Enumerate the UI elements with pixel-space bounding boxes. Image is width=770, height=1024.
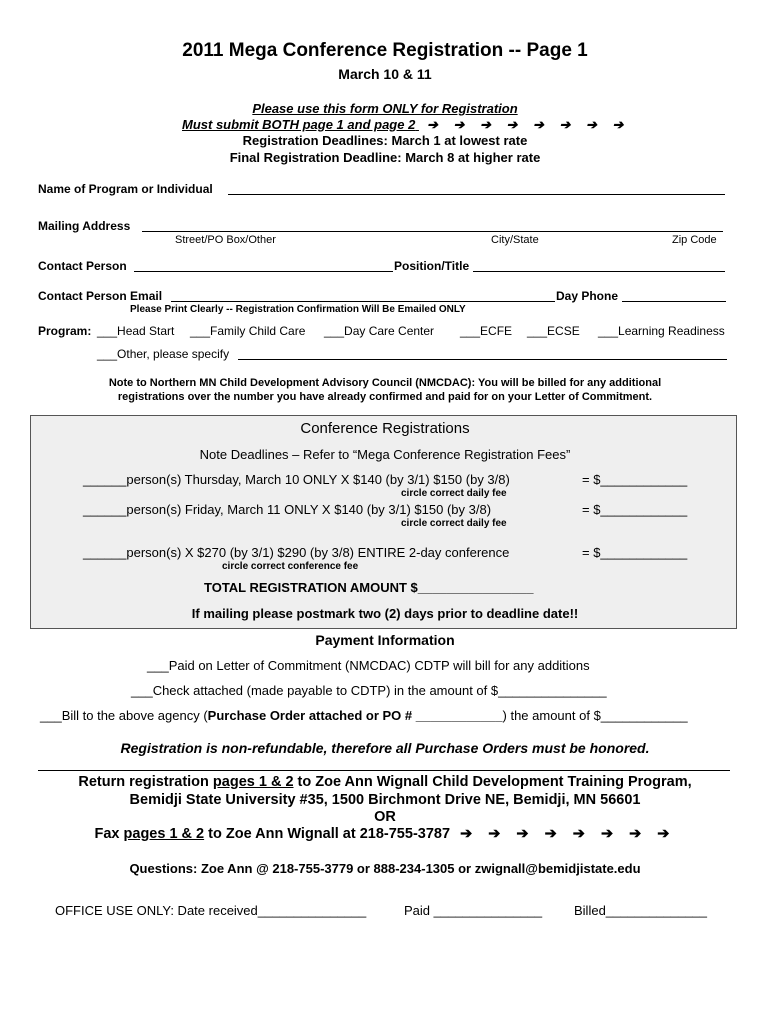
return-text: Return registration bbox=[78, 774, 213, 790]
two-day-amount[interactable]: = $____________ bbox=[582, 545, 688, 560]
office-use-paid: Paid _______________ bbox=[404, 903, 543, 918]
section-divider bbox=[38, 770, 730, 771]
payment-option-letter-of-commitment[interactable]: ___Paid on Letter of Commitment (NMCDAC) CDTP will bill for any additions bbox=[147, 658, 590, 673]
conference-heading: Conference Registrations bbox=[300, 420, 470, 437]
conference-note: Note Deadlines – Refer to “Mega Conference Registration Fees” bbox=[199, 447, 571, 462]
return-or: OR bbox=[374, 809, 396, 825]
purchase-order-text: Purchase Order attached or PO # ____________ bbox=[207, 708, 503, 723]
day-phone-field[interactable] bbox=[622, 301, 726, 302]
return-pages: pages 1 & 2 bbox=[212, 774, 294, 790]
program-option-head-start[interactable]: ___Head Start bbox=[97, 324, 175, 338]
friday-fee-note: circle correct daily fee bbox=[401, 518, 507, 529]
two-day-fee-note: circle correct conference fee bbox=[222, 561, 359, 572]
payment-option-bill-agency[interactable] bbox=[40, 708, 688, 723]
bill-agency-text: ___Bill to the above agency ( bbox=[40, 708, 208, 723]
email-label: Contact Person Email bbox=[38, 289, 163, 303]
fax-text: Fax bbox=[94, 826, 124, 842]
thursday-amount[interactable]: = $____________ bbox=[582, 472, 688, 487]
thursday-row[interactable]: ______person(s) Thursday, March 10 ONLY X $140 (by 3/1) $150 (by 3/8) bbox=[83, 472, 510, 487]
program-option-ecfe[interactable]: ___ECFE bbox=[460, 324, 513, 338]
program-name-field[interactable] bbox=[228, 194, 725, 195]
form-use-note: Please use this form ONLY for Registration bbox=[252, 101, 518, 116]
mailing-address-field[interactable] bbox=[142, 231, 723, 232]
position-title-label: Position/Title bbox=[394, 259, 470, 273]
final-deadline: Final Registration Deadline: March 8 at higher rate bbox=[229, 150, 541, 165]
office-use-billed: Billed______________ bbox=[574, 903, 708, 918]
bill-amount-text: ) the amount of $____________ bbox=[502, 708, 688, 723]
payment-heading: Payment Information bbox=[315, 632, 455, 648]
street-sublabel: Street/PO Box/Other bbox=[175, 234, 276, 246]
questions-contact: Questions: Zoe Ann @ 218-755-3779 or 888-234-1305 or zwignall@bemidjistate.edu bbox=[129, 861, 641, 876]
contact-person-field[interactable] bbox=[134, 271, 393, 272]
fax-pages: pages 1 & 2 bbox=[123, 826, 205, 842]
total-registration-amount[interactable]: TOTAL REGISTRATION AMOUNT $________________ bbox=[204, 580, 534, 595]
registration-deadlines: Registration Deadlines: March 1 at lowest rate bbox=[242, 133, 528, 148]
fax-line bbox=[0, 826, 770, 842]
program-label: Program: bbox=[38, 324, 92, 338]
program-name-label: Name of Program or Individual bbox=[38, 182, 213, 196]
submit-both-text: Must submit BOTH page 1 and page 2 bbox=[182, 117, 416, 132]
office-use-date-received: OFFICE USE ONLY: Date received_______________ bbox=[55, 903, 367, 918]
friday-row[interactable]: ______person(s) Friday, March 11 ONLY X $140 (by 3/1) $150 (by 3/8) bbox=[83, 502, 492, 517]
refund-policy-note: Registration is non-refundable, therefore all Purchase Orders must be honored. bbox=[120, 740, 650, 756]
arrow-right-icon: ➔ ➔ ➔ ➔ ➔ ➔ ➔ ➔ bbox=[426, 117, 630, 132]
mailing-postmark-note: If mailing please postmark two (2) days prior to deadline date!! bbox=[191, 606, 579, 621]
program-option-day-care-center[interactable]: ___Day Care Center bbox=[324, 324, 435, 338]
email-field[interactable] bbox=[171, 301, 555, 302]
day-phone-label: Day Phone bbox=[556, 289, 619, 303]
nmcdac-note-line2: registrations over the number you have already confirmed and paid for on your Letter of Commitment. bbox=[117, 391, 653, 403]
program-option-learning-readiness[interactable]: ___Learning Readiness bbox=[598, 324, 725, 338]
arrow-right-icon: ➔ ➔ ➔ ➔ ➔ ➔ ➔ ➔ bbox=[460, 826, 676, 842]
program-option-family-child-care[interactable]: ___Family Child Care bbox=[190, 324, 306, 338]
zip-sublabel: Zip Code bbox=[672, 234, 717, 246]
other-program-field[interactable] bbox=[238, 359, 727, 360]
city-sublabel: City/State bbox=[491, 234, 539, 246]
position-title-field[interactable] bbox=[473, 271, 725, 272]
return-address: Bemidji State University #35, 1500 Birchmont Drive NE, Bemidji, MN 56601 bbox=[129, 792, 641, 808]
fax-number: to Zoe Ann Wignall at 218-755-3787 bbox=[204, 826, 451, 842]
submit-both-note bbox=[182, 117, 629, 133]
return-recipient: to Zoe Ann Wignall Child Development Training Program, bbox=[293, 774, 692, 790]
program-option-ecse[interactable]: ___ECSE bbox=[527, 324, 580, 338]
payment-option-check[interactable]: ___Check attached (made payable to CDTP) in the amount of $_______________ bbox=[131, 683, 607, 698]
friday-amount[interactable]: = $____________ bbox=[582, 502, 688, 517]
program-option-other[interactable]: ___Other, please specify bbox=[97, 347, 230, 361]
thursday-fee-note: circle correct daily fee bbox=[401, 488, 507, 499]
email-note: Please Print Clearly -- Registration Confirmation Will Be Emailed ONLY bbox=[130, 304, 466, 315]
nmcdac-note-line1: Note to Northern MN Child Development Advisory Council (NMCDAC): You will be billed for any additional bbox=[108, 377, 662, 389]
contact-person-label: Contact Person bbox=[38, 259, 127, 273]
conference-dates: March 10 & 11 bbox=[338, 66, 432, 82]
two-day-row[interactable]: ______person(s) X $270 (by 3/1) $290 (by 3/8) ENTIRE 2-day conference bbox=[83, 545, 510, 560]
return-line1 bbox=[0, 774, 770, 790]
mailing-address-label: Mailing Address bbox=[38, 219, 131, 233]
page-title: 2011 Mega Conference Registration -- Page 1 bbox=[182, 40, 588, 61]
